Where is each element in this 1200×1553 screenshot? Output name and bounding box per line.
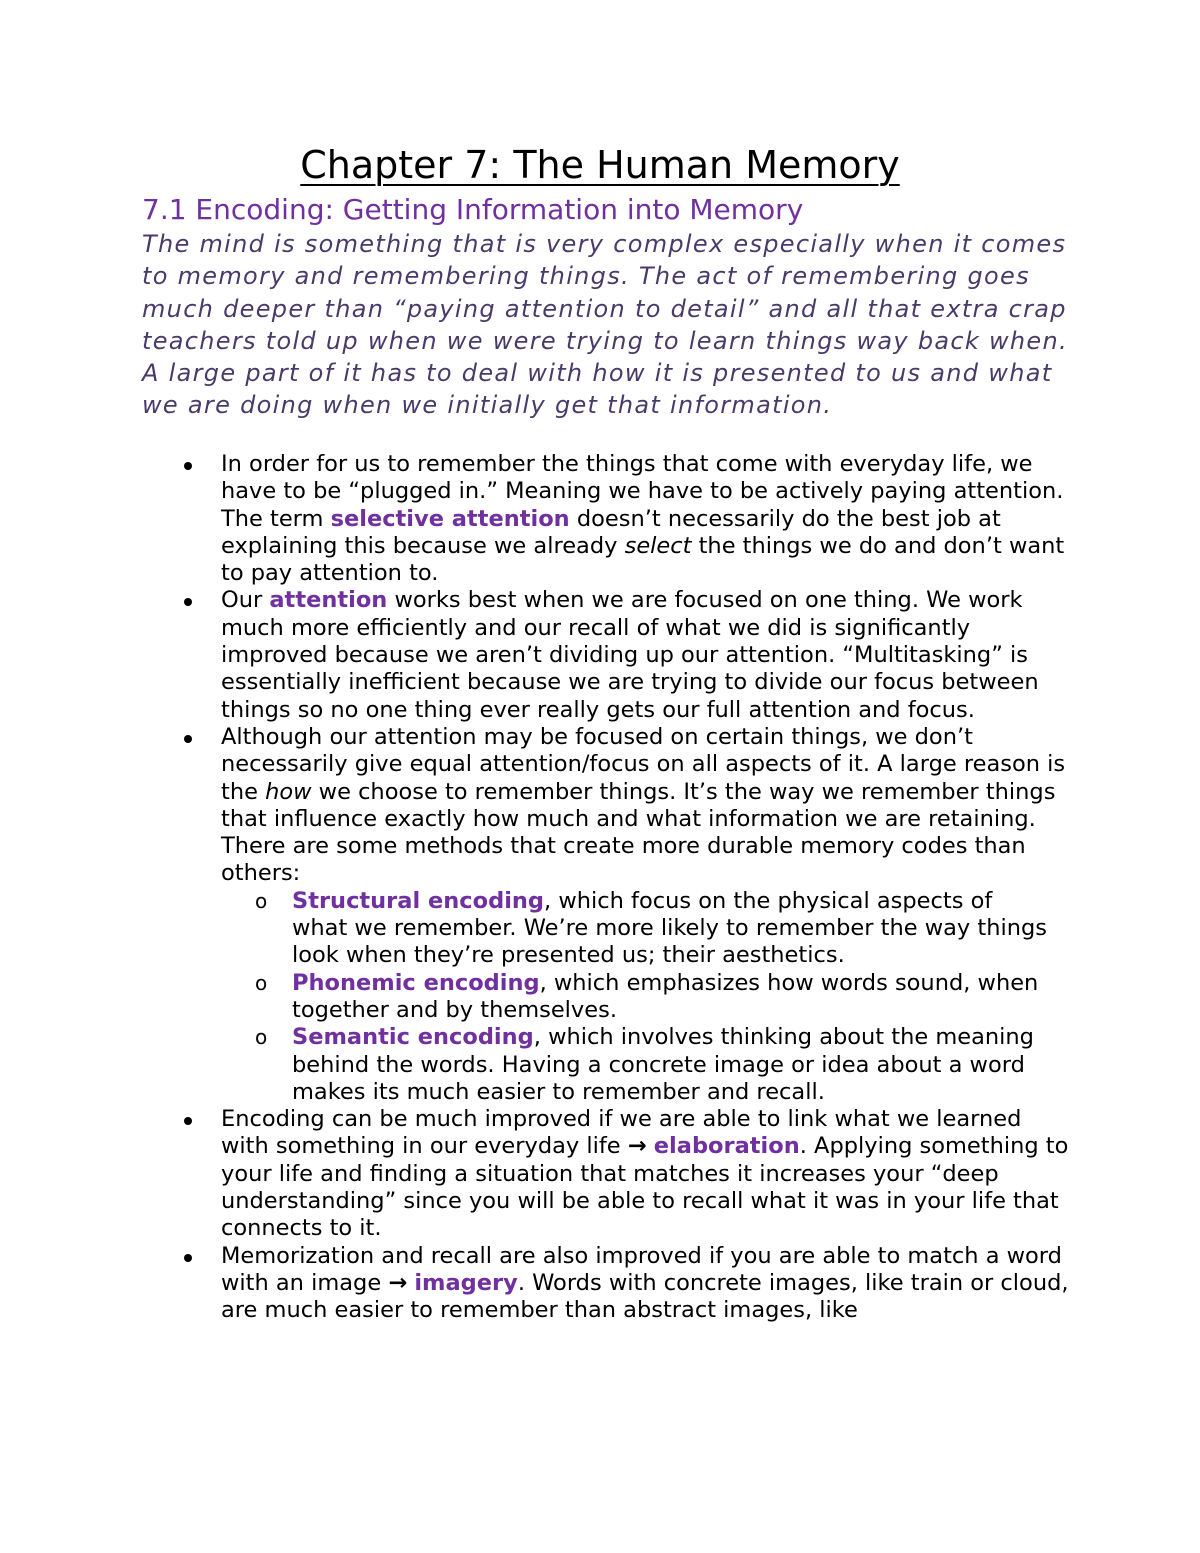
sub-bullet-list: [221, 888, 1071, 1106]
bullet-list: [0, 451, 1200, 1325]
key-term: imagery: [414, 1269, 518, 1296]
key-term: Semantic encoding: [292, 1024, 534, 1051]
bullet-text: works best when we are focused on one thing. We work much more efficiently and our recall of what we did is significantly improved because we aren’t dividing up our attention. “Multitasking” is essentially inefficient because we are trying to divide our focus between things so no one thing ever really gets our full attention and focus.: [221, 587, 1039, 723]
bullet-icon: [184, 1117, 192, 1125]
sub-bullet-item: [221, 1024, 1052, 1106]
bullet-text: . Words with concrete images, like train or cloud, are much easier to remember than abstract images, like: [221, 1269, 1069, 1324]
bullet-text: the things we do and don’t want to pay attention to.: [221, 532, 1065, 587]
sub-bullet-text: , which focus on the physical aspects of what we remember. We’re more likely to remember the way things look when they’re presented us; their aesthetics.: [292, 887, 1047, 969]
intro-line: and all that extra crap teachers told up when we were trying to: [142, 294, 1067, 355]
bullet-item: [0, 1243, 1071, 1325]
bullet-text: Although our attention may be focused on certain things, we don’t necessarily give equal attention/focus on all aspects of it. A large reason is the: [221, 723, 1066, 805]
intro-paragraph: [142, 228, 1072, 422]
intro-line: remembering goes much deeper than “paying attention to detail”: [142, 262, 1030, 323]
key-term: Structural encoding: [292, 887, 545, 914]
key-term: elaboration: [653, 1133, 800, 1160]
sub-bullet-item: [221, 970, 1052, 1025]
bullet-text: Memorization and recall are also improved if you are able to match a word with an image: [221, 1242, 1062, 1296]
intro-line: how it is presented to us and what we are doing when we initially: [142, 359, 1053, 420]
emphasis-text: select: [624, 532, 692, 559]
section-heading: 7.1 Encoding: Getting Information into Memory: [142, 193, 804, 226]
bullet-text: doesn’t necessarily do the best job at explaining this because we already: [221, 505, 1001, 559]
sub-bullet-text: , which emphasizes how words sound, when together and by themselves.: [292, 969, 1039, 1023]
key-term: selective attention: [330, 505, 570, 532]
sub-bullet-text: , which involves thinking about the meaning behind the words. Having a concrete image or idea about a word makes its much easier to remember and recall.: [292, 1024, 1034, 1105]
intro-line: get that information.: [554, 391, 833, 420]
bullet-icon: [184, 462, 192, 470]
sub-bullet-item: [221, 888, 1052, 970]
bullet-item: [0, 451, 1071, 587]
page-title: Chapter 7: The Human Memory: [300, 143, 900, 187]
bullet-text: In order for us to remember the things that come with everyday life, we have to be “plugged in.” Meaning we have to be actively paying attention. The term: [221, 451, 1064, 532]
bullet-text: we choose to remember things. It’s the way we remember things that influence exactly how much and what information we are retaining. There are some methods that create more durable memory codes than others:: [221, 778, 1056, 887]
intro-line: comes to memory and remembering things. The act of: [142, 230, 1067, 291]
bullet-item: [0, 1106, 1071, 1242]
key-term: attention: [269, 587, 388, 614]
bullet-item: [0, 724, 1071, 1106]
bullet-icon: [184, 1254, 192, 1262]
bullet-icon: [184, 735, 192, 743]
right-arrow-icon: →: [627, 1133, 647, 1160]
bullet-icon: [184, 598, 192, 606]
bullet-item: [0, 587, 1071, 723]
bullet-text: . Applying something to your life and finding a situation that matches it increases your “deep understanding” since you will be able to recall what it was in your life that connects to it.: [221, 1133, 1069, 1242]
hollow-bullet-icon: o: [255, 1025, 268, 1050]
right-arrow-icon: →: [388, 1269, 408, 1296]
hollow-bullet-icon: o: [255, 888, 268, 913]
intro-line: The mind is something that is very complex especially when it: [142, 230, 973, 258]
intro-line: learn things way back when. A large part of it has to deal with: [142, 326, 1068, 388]
emphasis-text: how: [265, 778, 312, 805]
hollow-bullet-icon: o: [255, 970, 268, 995]
bullet-text: Encoding can be much improved if we are able to link what we learned with something in our everyday life: [221, 1106, 1022, 1160]
bullet-text: Our: [221, 587, 270, 614]
key-term: Phonemic encoding: [292, 969, 540, 996]
